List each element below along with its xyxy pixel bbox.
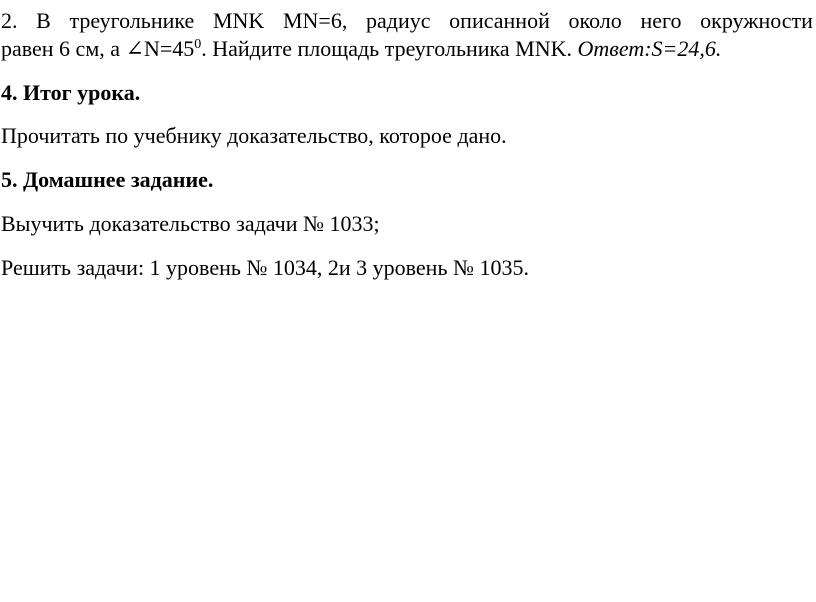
problem-line-1 [1, 8, 813, 34]
problem-word: MNK [212, 8, 265, 33]
problem-text-post: . Найдите площадь треугольника MNK. [201, 36, 578, 61]
problem-word: В [36, 8, 51, 33]
problem-word: окружности [700, 8, 813, 33]
section-4-text: Прочитать по учебнику доказательство, которое дано. [1, 123, 507, 148]
homework-line-2: Решить задачи: 1 уровень № 1034, 2и 3 уровень № 1035. [1, 255, 529, 280]
section-4-heading: 4. Итог урока. [1, 80, 141, 105]
answer-value: S=24,6. [651, 36, 722, 61]
problem-word: MN=6, [282, 8, 348, 33]
answer-label: Ответ: [577, 36, 652, 61]
problem-word: него [640, 8, 682, 33]
problem-word: описанной [449, 8, 550, 33]
problem-text-pre: равен 6 см, а [1, 36, 126, 61]
problem-word: треугольнике [69, 8, 195, 33]
angle-expression: ∠N=45 [125, 36, 195, 61]
section-5-heading: 5. Домашнее задание. [1, 167, 214, 192]
degree-mark: 0 [194, 37, 202, 52]
problem-word: около [568, 8, 622, 33]
problem-line-2 [1, 36, 721, 62]
problem-word: 2. [1, 8, 18, 33]
homework-line-1: Выучить доказательство задачи № 1033; [1, 211, 380, 236]
problem-word: радиус [366, 8, 431, 33]
